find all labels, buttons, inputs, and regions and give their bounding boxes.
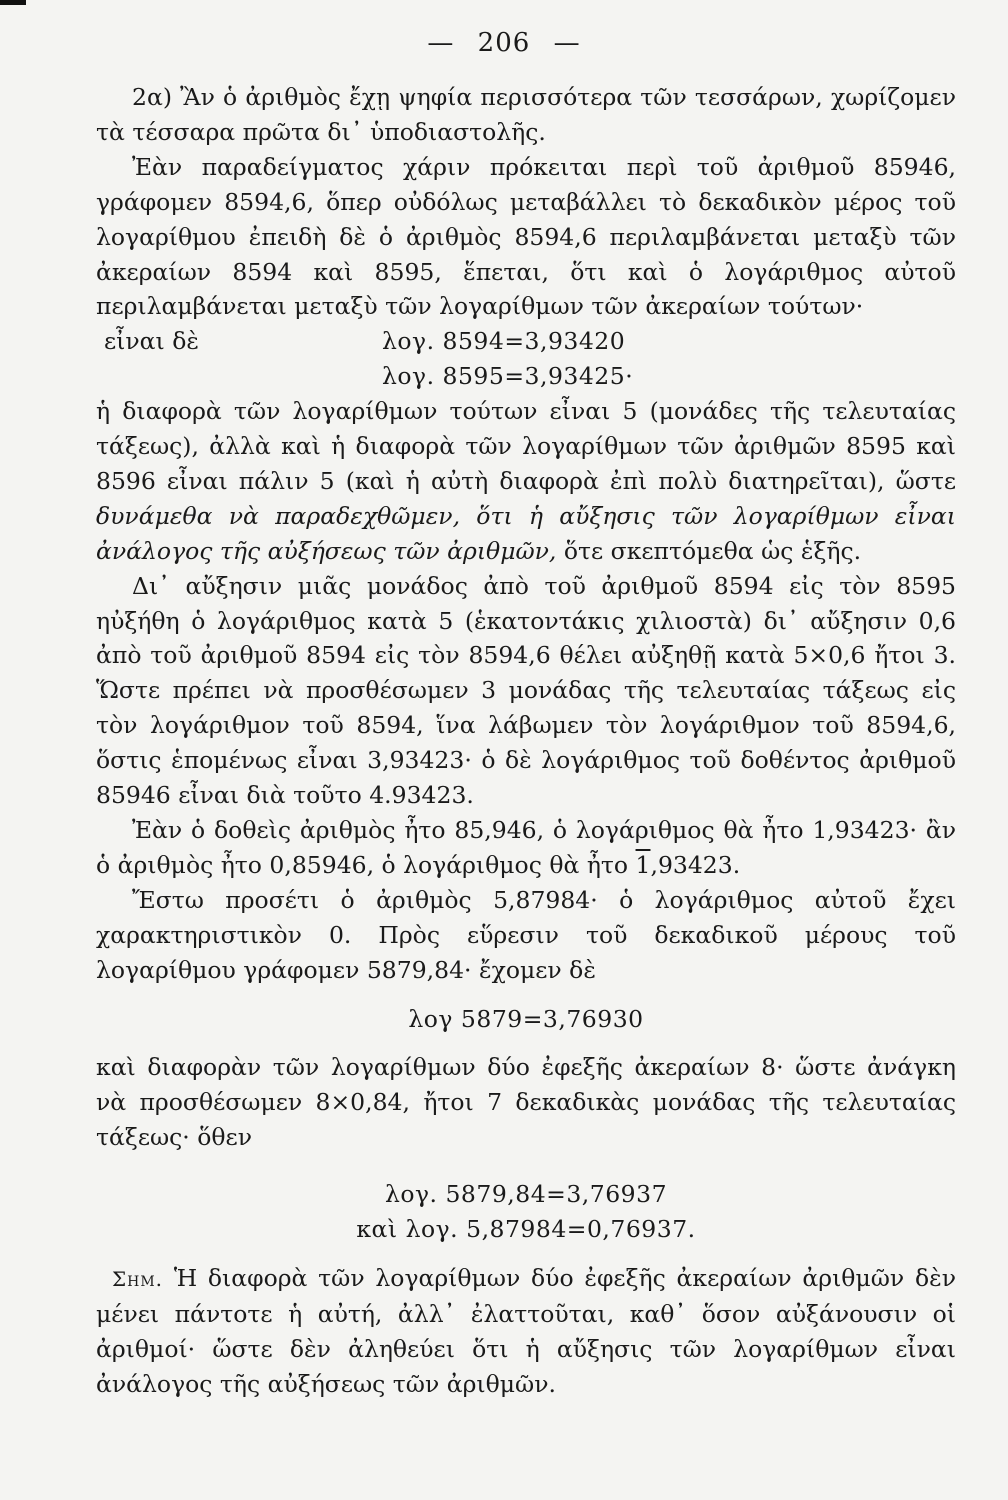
- formula-log-5879-84: λογ. 5879,84=3,76937: [384, 1180, 668, 1209]
- formula-log-8595: λογ. 8595=3,93425·: [382, 362, 634, 391]
- paragraph-second-difference: καὶ διαφορὰν τῶν λογαρίθμων δύο ἐφεξῆς ἀκεραίων 8· ὥστε ἀνάγκη νὰ προσθέσωμεν 8×0,84, ἤτοι 7 δεκαδικὰς μονάδας τῆς τελευταίας τάξεως· ὅθεν: [96, 1053, 956, 1152]
- formula-log-8594-row: [96, 324, 956, 359]
- note-text: Ἡ διαφορὰ τῶν λογαρίθμων δύο ἐφεξῆς ἀκεραίων ἀριθμῶν δὲν μένει πάντοτε ἡ αὐτή, ἀλλ᾽ ἐλαττοῦται, καθ᾽ ὅσον αὐξάνουσιν οἱ ἀριθμοί· ὥστε δὲν ἀληθεύει ὅτι ἡ αὔξησις τῶν λογαρίθμων εἶναι ἀνάλογος τῆς αὐξήσεως τῶν ἀριθμῶν.: [96, 1263, 956, 1398]
- spacer: [96, 1247, 956, 1261]
- spacer: [96, 1155, 956, 1177]
- note-label: Σημ.: [112, 1266, 164, 1291]
- header-dash-left: —: [427, 28, 455, 58]
- paragraph-difference-text-b: ὅτε σκεπτόμεθα ὡς ἑξῆς.: [556, 536, 862, 565]
- formula-log-8594: λογ. 8594=3,93420: [382, 327, 626, 356]
- scan-edge-mark: [0, 0, 26, 5]
- paragraph-difference-italic: δυνάμεθα νὰ παραδεχθῶμεν, ὅτι ἡ αὔξησις τῶν λογαρίθμων εἶναι ἀνάλογος τῆς αὐξήσεως τῶν ἀριθμῶν,: [96, 501, 956, 565]
- formula-log-8595-row: [96, 359, 956, 394]
- formula-log-5879: λογ 5879=3,76930: [408, 1004, 644, 1033]
- paragraph-second-example: Ἔστω προσέτι ὁ ἀριθμὸς 5,87984· ὁ λογάριθμος αὐτοῦ ἔχει χαρακτηριστικὸν 0. Πρὸς εὕρεσιν τοῦ δεκαδικοῦ μέρους τοῦ λογαρίθμου γράφομεν 5879,84· ἔχομεν δὲ: [96, 885, 956, 984]
- paragraph-difference-text-a: ἡ διαφορὰ τῶν λογαρίθμων τούτων εἶναι 5 (μονάδες τῆς τελευταίας τάξεως), ἀλλὰ καὶ ἡ διαφορὰ τῶν λογαρίθμων τῶν ἀριθμῶν 8595 καὶ 8596 εἶναι πάλιν 5 (καὶ ἡ αὐτὴ διαφορὰ ἐπὶ πολὺ διατηρεῖται), ὥστε: [96, 397, 956, 495]
- note-paragraph: [96, 1261, 956, 1402]
- page-header: [0, 28, 1008, 58]
- spacer: [96, 988, 956, 1002]
- spacer: [96, 1036, 956, 1050]
- negative-characteristic: 1: [635, 850, 651, 879]
- paragraph-example: Ἐὰν παραδείγματος χάριν πρόκειται περὶ τοῦ ἀριθμοῦ 85946, γράφομεν 8594,6, ὅπερ οὐδόλως μεταβάλλει τὸ δεκαδικὸν μέρος τοῦ λογαρίθμου ἐπειδὴ δὲ ὁ ἀριθμὸς 8594,6 περιλαμβάνεται μεταξὺ τῶν ἀκεραίων 8594 καὶ 8595, ἕπεται, ὅτι καὶ ὁ λογάριθμος αὐτοῦ περιλαμβάνεται μεταξὺ τῶν λογαρίθμων τῶν ἀκεραίων τούτων·: [96, 152, 956, 321]
- paragraph-decimal-cases-text-b: ,93423.: [650, 850, 741, 879]
- page-number: 206: [477, 28, 531, 58]
- page-body: [96, 80, 956, 1402]
- paragraph-decimal-cases: [96, 813, 956, 883]
- paragraph-difference: [96, 394, 956, 569]
- formula-log-5-87984: καὶ λογ. 5,87984=0,76937.: [356, 1215, 696, 1244]
- header-dash-right: —: [553, 28, 581, 58]
- formula-lead-text: εἶναι δὲ: [104, 327, 199, 356]
- paragraph-rule-2a: 2α) Ἂν ὁ ἀριθμὸς ἔχῃ ψηφία περισσότερα τῶν τεσσάρων, χωρίζομεν τὰ τέσσαρα πρῶτα δι᾽ ὑποδιαστολῆς.: [96, 83, 956, 146]
- paragraph-decimal-cases-text-a: Ἐὰν ὁ δοθεὶς ἀριθμὸς ἦτο 85,946, ὁ λογάριθμος θὰ ἦτο 1,93423· ἂν ὁ ἀριθμὸς ἦτο 0,85946, ὁ λογάριθμος θὰ ἦτο: [96, 816, 956, 879]
- paragraph-interpolation: Δι᾽ αὔξησιν μιᾶς μονάδος ἀπὸ τοῦ ἀριθμοῦ 8594 εἰς τὸν 8595 ηὐξήθη ὁ λογάριθμος κατὰ 5 (ἑκατοντάκις χιλιοστὰ) δι᾽ αὔξησιν 0,6 ἀπὸ τοῦ ἀριθμοῦ 8594 εἰς τὸν 8594,6 θέλει αὐξηθῇ κατὰ 5×0,6 ἤτοι 3. Ὥστε πρέπει νὰ προσθέσωμεν 3 μονάδας τῆς τελευταίας τάξεως εἰς τὸν λογάριθμον τοῦ 8594, ἵνα λάβωμεν τὸν λογάριθμον τοῦ 8594,6, ὅστις ἑπομένως εἶναι 3,93423· ὁ δὲ λογάριθμος τοῦ δοθέντος ἀριθμοῦ 85946 εἶναι διὰ τοῦτο 4.93423.: [96, 571, 956, 810]
